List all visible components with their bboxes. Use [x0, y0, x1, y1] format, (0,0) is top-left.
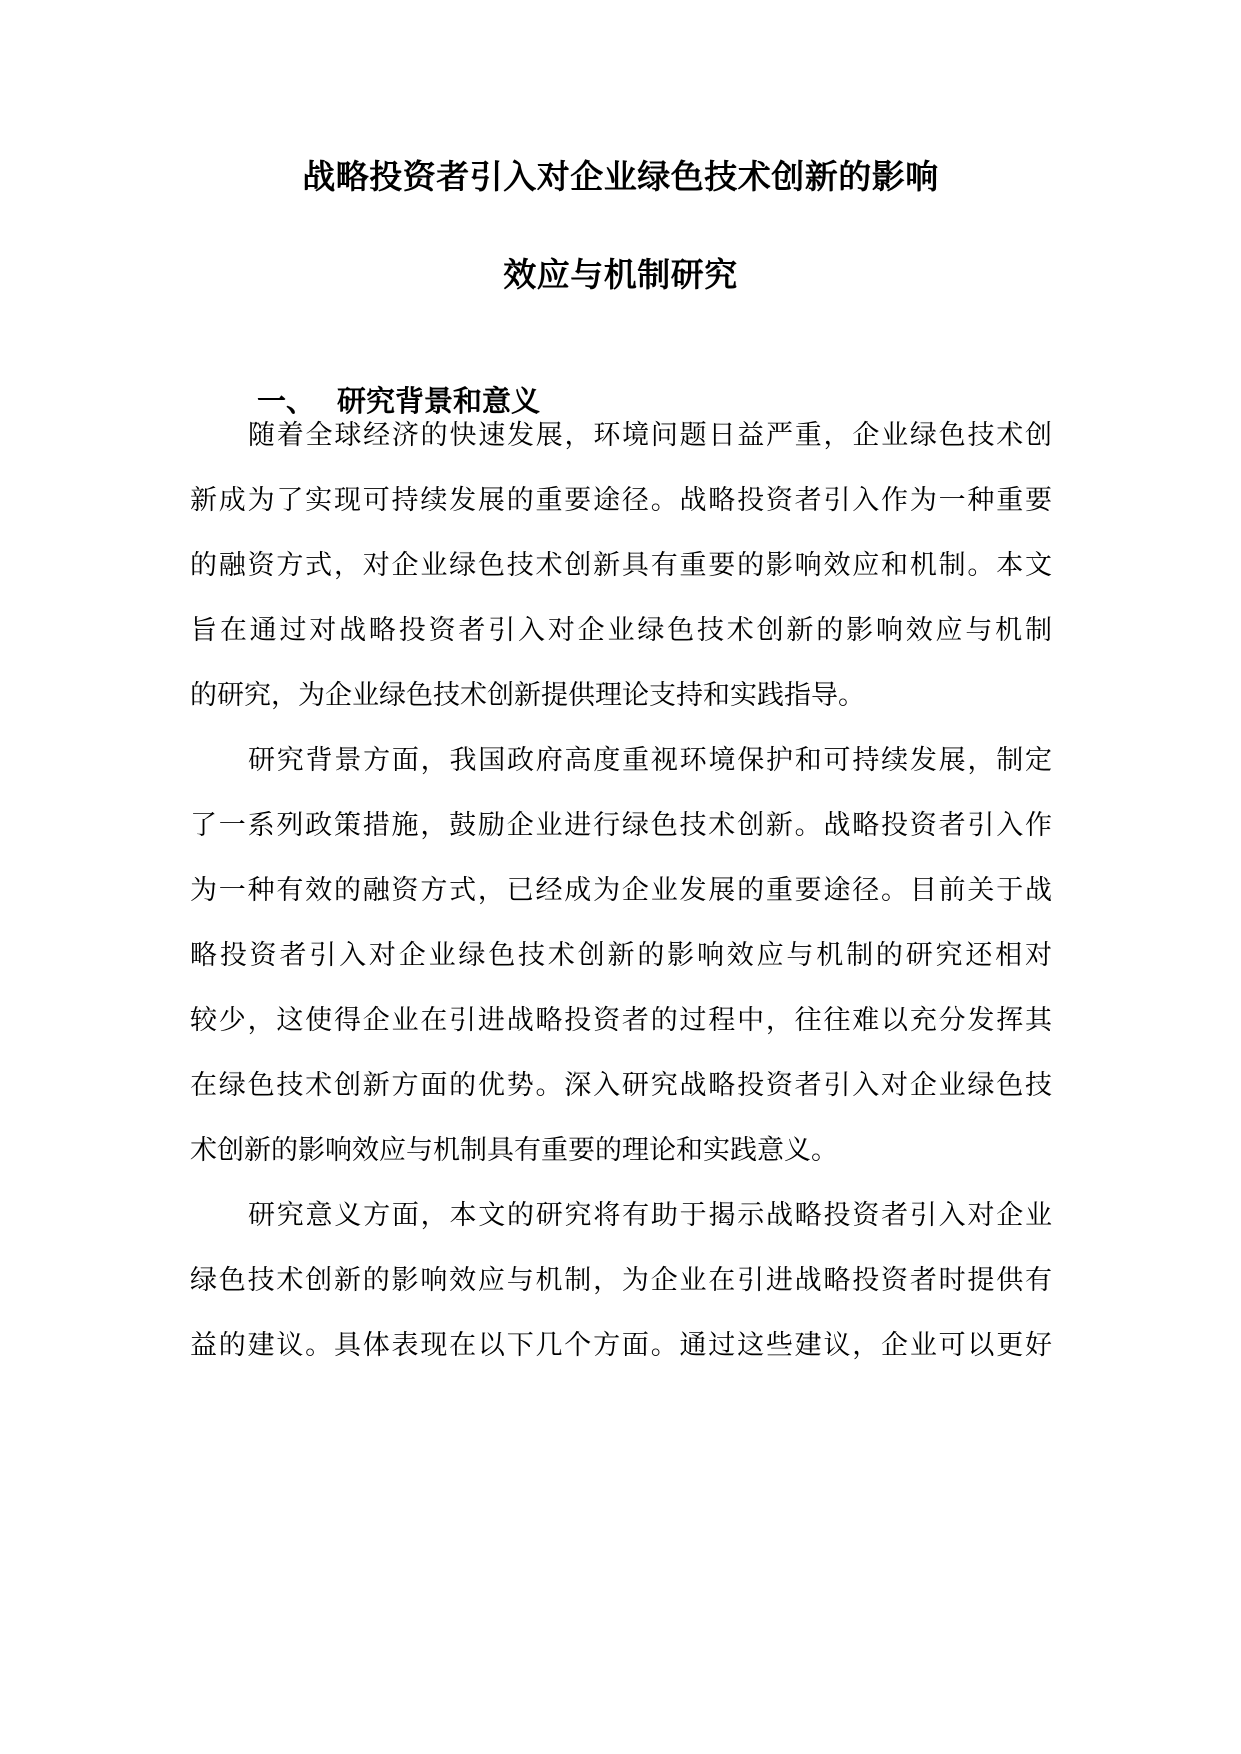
paragraph-3-line-2: 绿色技术创新的影响效应与机制，为企业在引进战略投资者时提供有: [190, 1265, 1052, 1296]
paragraph-2-line-6: 在绿色技术创新方面的优势。深入研究战略投资者引入对企业绿色技: [190, 1070, 1052, 1101]
paragraph-2-line-1: 研究背景方面，我国政府高度重视环境保护和可持续发展，制定: [248, 745, 1052, 776]
paragraph-2-line-4: 略投资者引入对企业绿色技术创新的影响效应与机制的研究还相对: [190, 940, 1052, 971]
paragraph-1-line-1: 随着全球经济的快速发展，环境问题日益严重，企业绿色技术创: [248, 420, 1052, 451]
paragraph-1-line-3: 的融资方式，对企业绿色技术创新具有重要的影响效应和机制。本文: [190, 550, 1052, 581]
paragraph-2-line-7: 术创新的影响效应与机制具有重要的理论和实践意义。: [190, 1135, 838, 1166]
paragraph-3-line-1: 研究意义方面，本文的研究将有助于揭示战略投资者引入对企业: [248, 1200, 1052, 1231]
paragraph-3-line-3: 益的建议。具体表现在以下几个方面。通过这些建议，企业可以更好: [190, 1330, 1052, 1361]
section-number: 一、: [257, 384, 316, 418]
section-title: 研究背景和意义: [337, 384, 541, 418]
paragraph-2-line-2: 了一系列政策措施，鼓励企业进行绿色技术创新。战略投资者引入作: [190, 810, 1052, 841]
paragraph-1-line-2: 新成为了实现可持续发展的重要途径。战略投资者引入作为一种重要: [190, 485, 1052, 516]
paragraph-2-line-3: 为一种有效的融资方式，已经成为企业发展的重要途径。目前关于战: [190, 875, 1052, 906]
document-title-line-1: 战略投资者引入对企业绿色技术创新的影响: [302, 157, 939, 196]
paragraph-1-line-5: 的研究，为企业绿色技术创新提供理论支持和实践指导。: [190, 680, 865, 711]
paragraph-1-line-4: 旨在通过对战略投资者引入对企业绿色技术创新的影响效应与机制: [190, 615, 1052, 646]
paragraph-2-line-5: 较少，这使得企业在引进战略投资者的过程中，往往难以充分发挥其: [190, 1005, 1052, 1036]
document-title-line-2: 效应与机制研究: [503, 255, 738, 294]
